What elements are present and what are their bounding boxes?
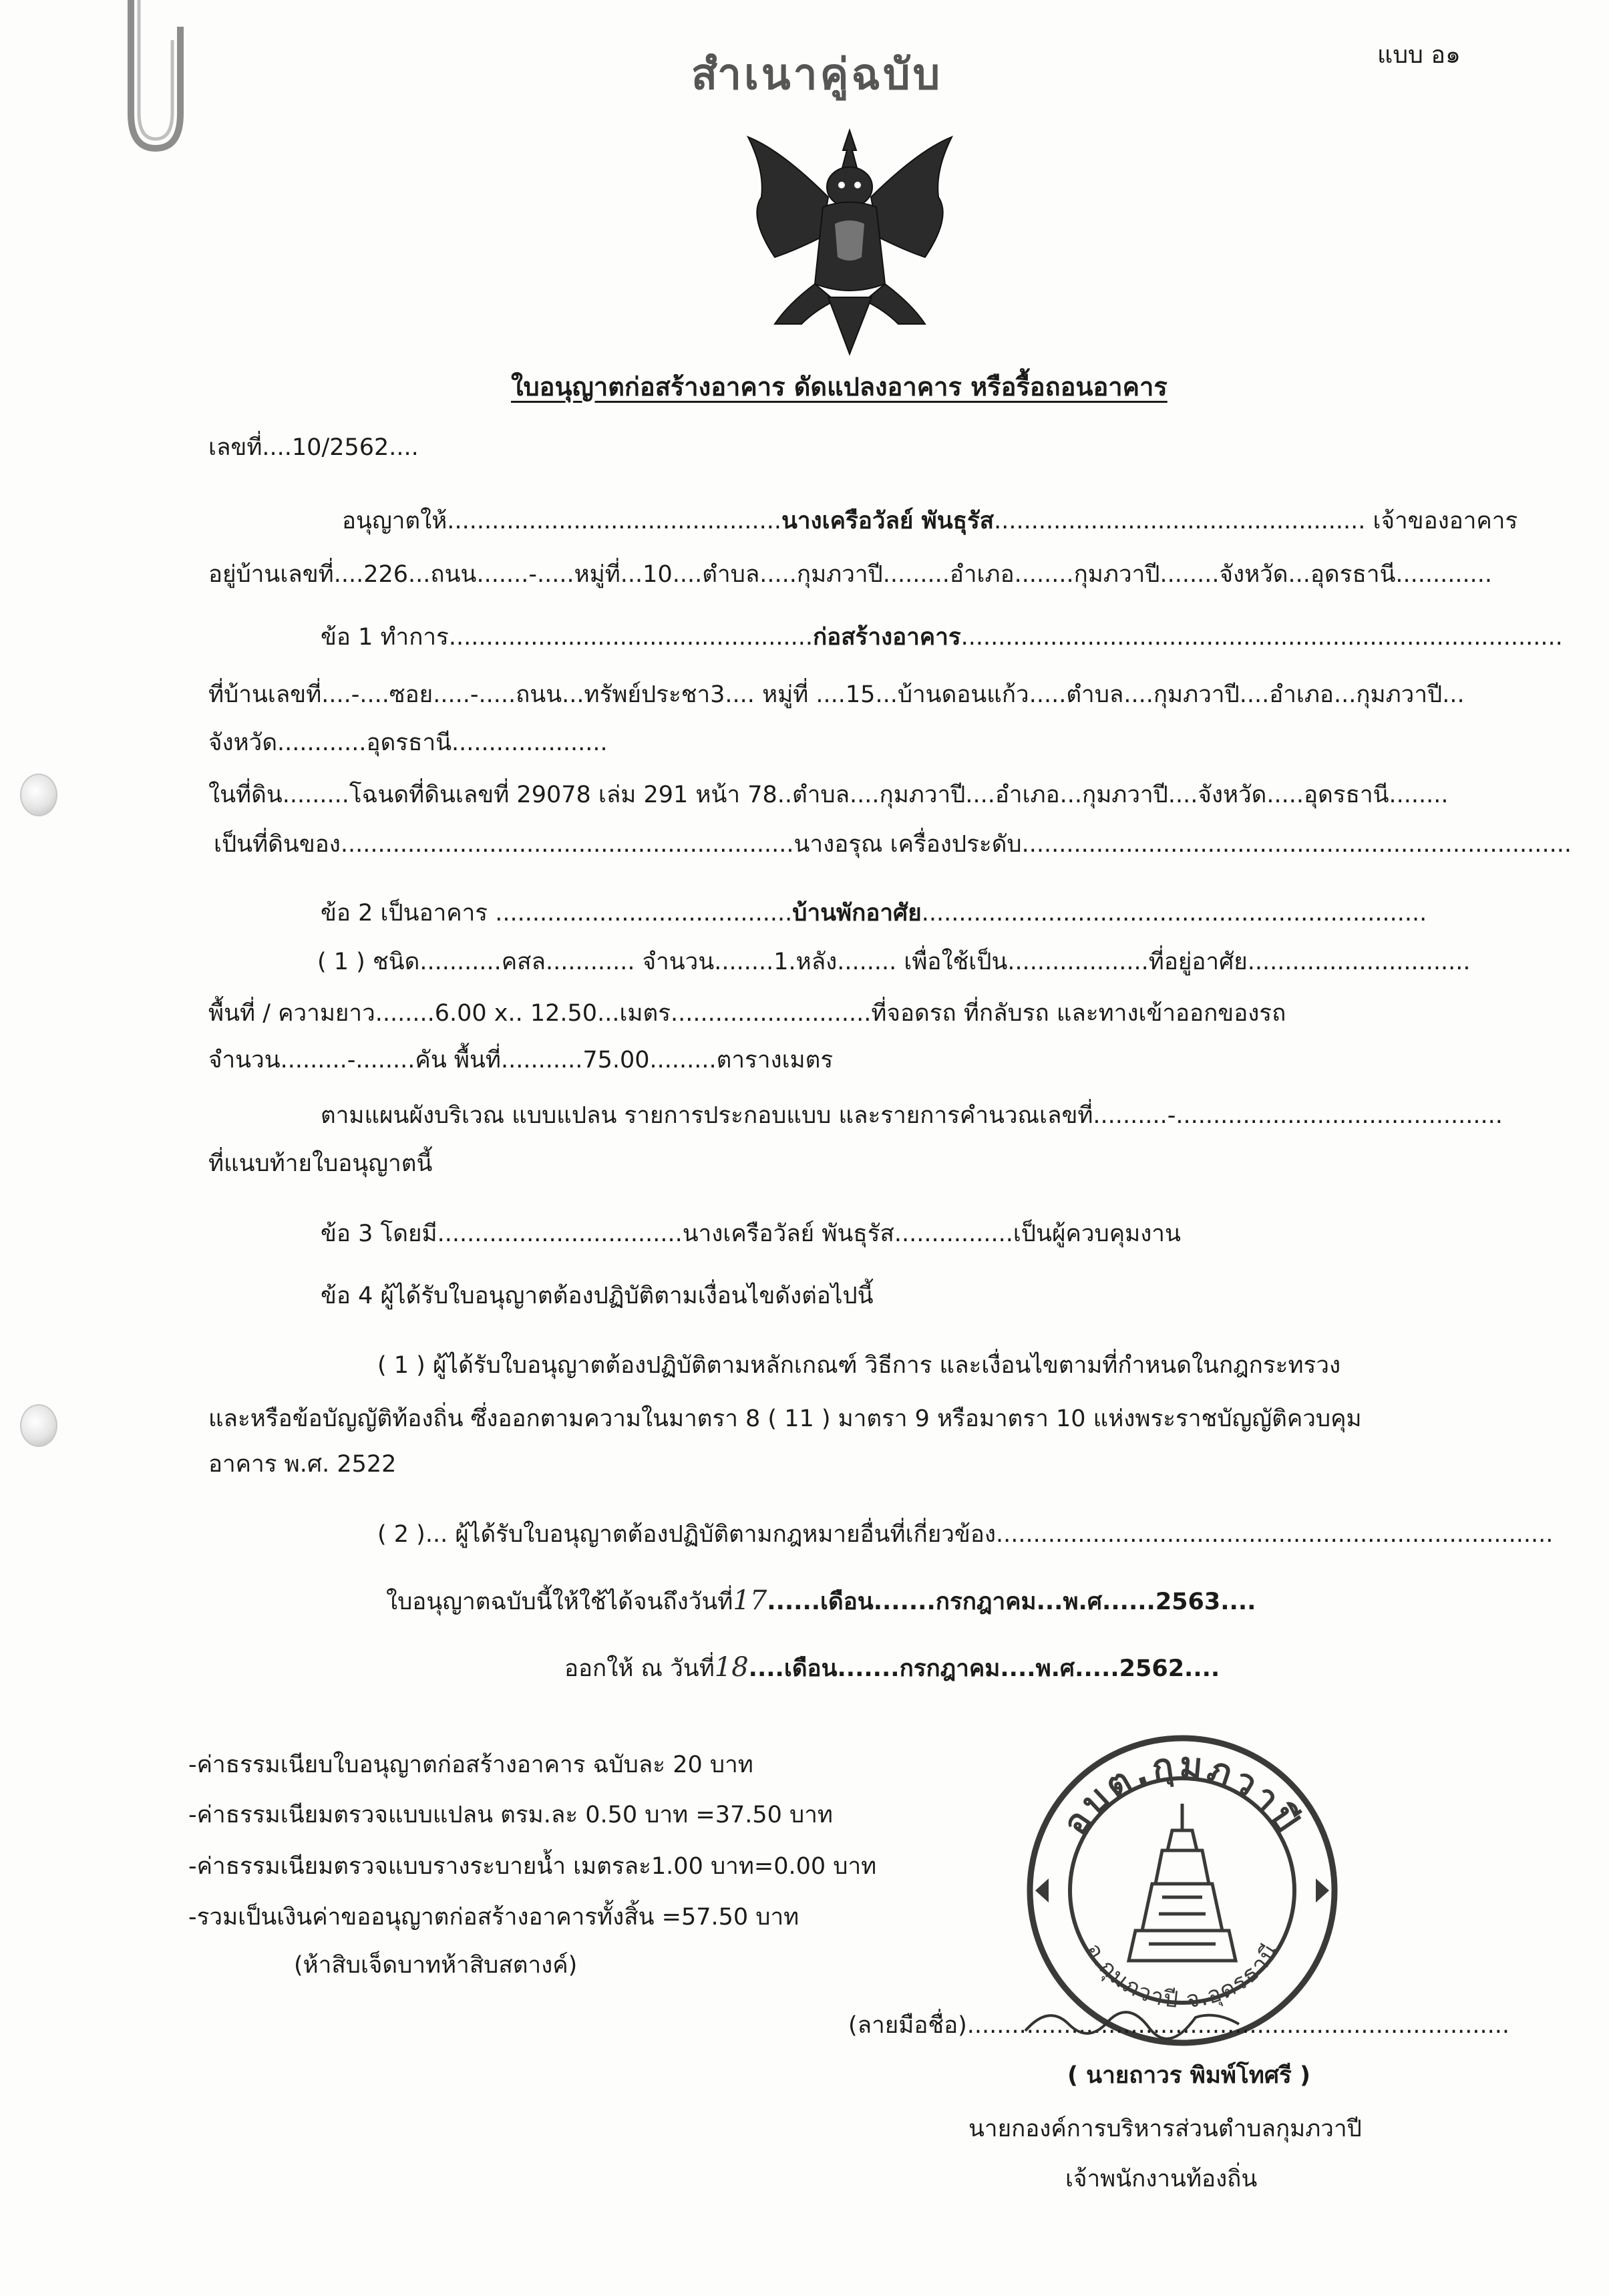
condition-2: ( 2 )... ผู้ได้รับใบอนุญาตต้องปฏิบัติตามกฎหมายอื่นที่เกี่ยวข้อง........................................................................... — [377, 1521, 1554, 1548]
item2-line: ข้อ 2 เป็นอาคาร ........................................บ้านพักอาศัย.................................................................... — [321, 900, 1427, 927]
fee-total-words: (ห้าสิบเจ็ดบาทห้าสิบสตางค์) — [294, 1952, 578, 1979]
punch-hole — [20, 774, 57, 816]
signature-line: (ลายมือชื่อ)......................................................................... — [848, 2012, 1509, 2039]
form-code: แบบ อ๑ — [1377, 41, 1461, 69]
fee-total: -รวมเป็นเงินค่าขออนุญาตก่อสร้างอาคารทั้งสิ้น =57.50 บาท — [188, 1904, 799, 1931]
seal-top-text: อบต.กุมภวาปี — [1055, 1745, 1310, 1842]
fee-drainage: -ค่าธรรมเนียมตรวจแบบรางระบายน้ำ เมตรละ1.00 บาท=0.00 บาท — [188, 1853, 877, 1880]
copy-stamp: สำเนาคู่ฉบับ — [691, 50, 943, 100]
signer-name: ( นายถาวร พิมพ์โทศรี ) — [1067, 2062, 1311, 2089]
garuda-emblem-icon — [735, 124, 965, 371]
item1-land-owner: เป็นที่ดินของ.............................................................นางอรุณ เครื่องประดับ.......................................................................... — [214, 831, 1572, 858]
item1-land: ในที่ดิน.........โฉนดที่ดินเลขที่ 29078 เล่ม 291 หน้า 78..ตำบล....กุมภวาปี....อำเภอ...กุมภวาปี....จังหวัด.....อุดรธานี........ — [208, 782, 1449, 808]
condition-1-line3: อาคาร พ.ศ. 2522 — [208, 1451, 397, 1478]
item1-province: จังหวัด............อุดรธานี..................... — [208, 729, 608, 756]
item2-plan: ตามแผนผังบริเวณ แบบแปลน รายการประกอบแบบ และรายการคำนวณเลขที่..........-............................................ — [321, 1102, 1503, 1129]
item1-location: ที่บ้านเลขที่....-....ซอย.....-.....ถนน...ทรัพย์ประชา3.... หมู่ที่ ....15...บ้านดอนแก้ว.....ตำบล....กุมภวาปี....อำเภอ...กุมภวาปี... — [208, 681, 1465, 708]
seal-bottom-text: อ.กุมภวาปี จ.อุดรธานี — [1079, 1938, 1285, 2014]
paper-clip-icon — [119, 0, 192, 157]
fee-plan-review: -ค่าธรรมเนียมตรวจแบบแปลน ตรม.ละ 0.50 บาท =37.50 บาท — [188, 1802, 833, 1828]
permit-number: เลขที่....10/2562.... — [208, 434, 419, 461]
punch-hole — [20, 1404, 57, 1447]
valid-day-handwritten: 17 — [733, 1585, 767, 1616]
issued-date: ออกให้ ณ วันที่18....เดือน.......กรกฎาคม....พ.ศ.....2562.... — [564, 1652, 1220, 1683]
item2-area: พื้นที่ / ความยาว........6.00 x.. 12.50...เมตร...........................ที่จอดรถ ที่กลับรถ และทางเข้าออกของรถ — [208, 1000, 1286, 1027]
condition-1-line1: ( 1 ) ผู้ได้รับใบอนุญาตต้องปฏิบัติตามหลักเกณฑ์ วิธีการ และเงื่อนไขตามที่กำหนดในกฎกระทรวง — [377, 1352, 1341, 1379]
item2-building-type: ( 1 ) ชนิด...........คสล............ จำนวน........1.หลัง........ เพื่อใช้เป็น...................ที่อยู่อาศัย.............................. — [317, 949, 1471, 975]
item2-attached: ที่แนบท้ายใบอนุญาตนี้ — [208, 1150, 433, 1177]
condition-1-line2: และหรือข้อบัญญัติท้องถิ่น ซึ่งออกตามความในมาตรา 8 ( 11 ) มาตรา 9 หรือมาตรา 10 แห่งพระราชบัญญัติควบคุม — [208, 1406, 1362, 1432]
item1-line: ข้อ 1 ทำการ.................................................ก่อสร้างอาคาร................................................................................. — [321, 624, 1563, 651]
applicant-name: นางเครือวัลย์ พันธุรัส — [781, 508, 995, 534]
item2-parking: จำนวน.........-........คัน พื้นที่...........75.00.........ตารางเมตร — [208, 1047, 834, 1074]
issued-day-handwritten: 18 — [714, 1652, 749, 1683]
valid-until: ใบอนุญาตฉบับนี้ให้ใช้ได้จนถึงวันที่17......เดือน.......กรกฎาคม...พ.ศ......2563.... — [386, 1585, 1256, 1616]
item3-supervisor: ข้อ 3 โดยมี.................................นางเครือวัลย์ พันธุรัส................เป็นผู้ควบคุมงาน — [321, 1220, 1181, 1247]
handwritten-signature — [1022, 1997, 1242, 2044]
item4-conditions: ข้อ 4 ผู้ได้รับใบอนุญาตต้องปฏิบัติตามเงื่อนไขดังต่อไปนี้ — [321, 1283, 874, 1309]
permit-to-line: อนุญาตให้.............................................นางเครือวัลย์ พันธุรัส.................................................. เจ้าของอาคาร — [342, 508, 1518, 534]
signer-role: เจ้าพนักงานท้องถิ่น — [1065, 2166, 1258, 2192]
document-title: ใบอนุญาตก่อสร้างอาคาร ดัดแปลงอาคาร หรือรื้อถอนอาคาร — [511, 372, 1168, 401]
address-line: อยู่บ้านเลขที่....226...ถนน.......-.....หมู่ที่...10....ตำบล.....กุมภวาปี.........อำเภอ........กุมภวาปี........จังหวัด...อุดรธานี............. — [208, 561, 1493, 588]
fee-permit: -ค่าธรรมเนียบใบอนุญาตก่อสร้างอาคาร ฉบับละ 20 บาท — [188, 1752, 753, 1778]
signer-position: นายกองค์การบริหารส่วนตำบลกุมภวาปี — [968, 2116, 1362, 2142]
